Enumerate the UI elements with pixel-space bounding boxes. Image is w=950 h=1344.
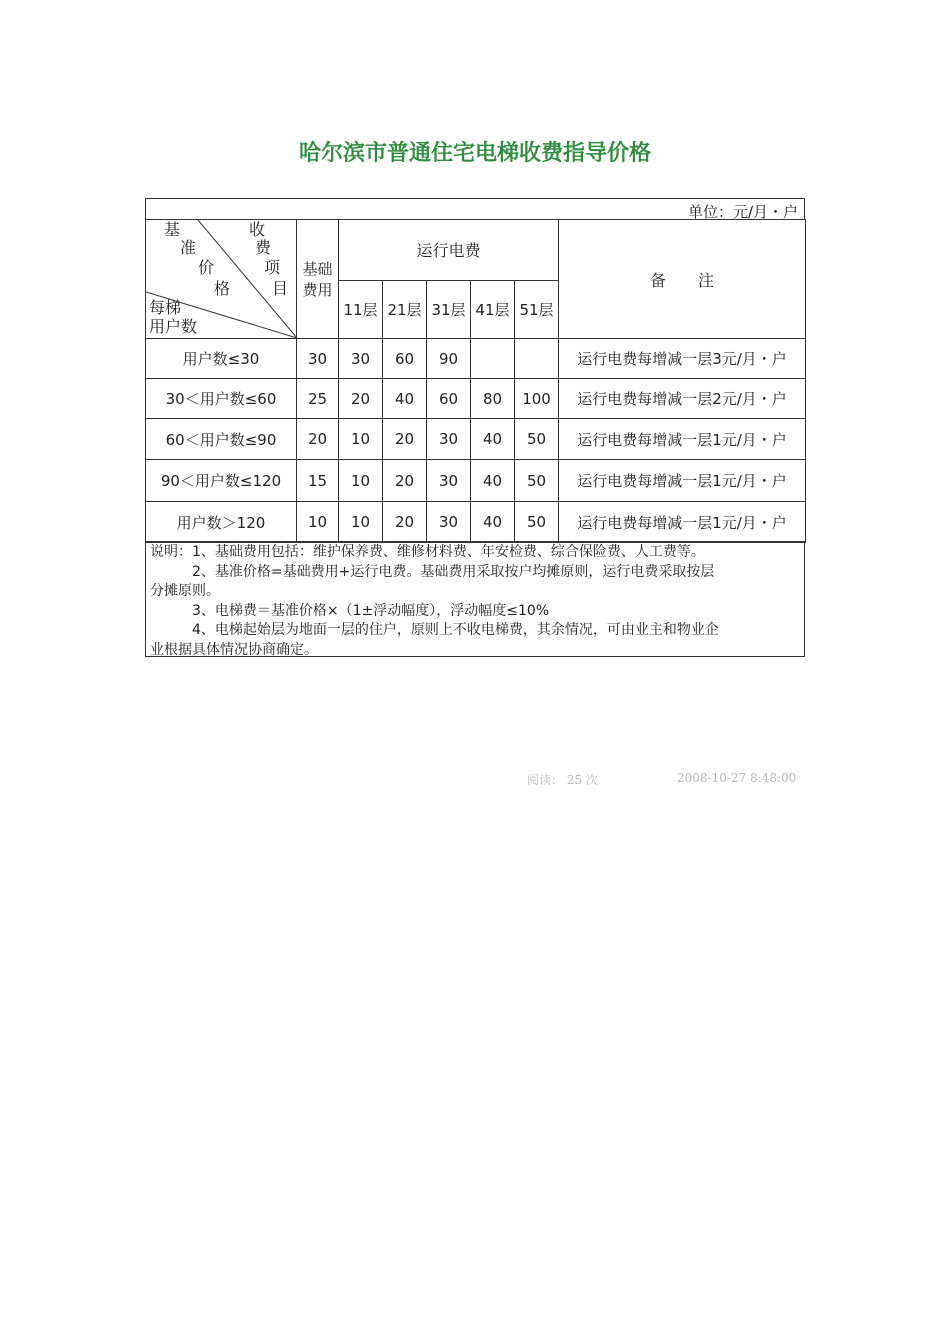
diag-bottom-label-2: 用户数 xyxy=(149,317,198,336)
page-title: 哈尔滨市普通住宅电梯收费指导价格 xyxy=(298,140,651,166)
fee-cell: 50 xyxy=(515,502,559,543)
note-line: 4、电梯起始层为地面一层的住户，原则上不收电梯费，其余情况，可由业主和物业企 xyxy=(150,622,719,638)
remark-cell: 运行电费每增减一层1元/月・户 xyxy=(559,419,806,460)
diag-char: 收 xyxy=(249,220,266,239)
diag-bottom-label-1: 每梯 xyxy=(149,298,182,317)
publish-timestamp: 2008-10-27 8:48:00 xyxy=(677,771,797,785)
fee-cell xyxy=(471,339,515,379)
diag-char: 格 xyxy=(214,279,231,298)
fee-cell: 10 xyxy=(339,502,383,543)
diag-char: 基 xyxy=(164,220,181,239)
floor-header: 11层 xyxy=(339,280,383,339)
fee-cell: 90 xyxy=(427,339,471,379)
fee-cell: 40 xyxy=(471,460,515,502)
price-table xyxy=(145,219,806,543)
note-line: 业根据具体情况协商确定。 xyxy=(150,641,318,658)
table-row xyxy=(146,339,806,379)
fee-cell: 20 xyxy=(383,460,427,502)
range-cell: 用户数≤30 xyxy=(146,339,297,379)
unit-row xyxy=(145,198,805,220)
fee-cell: 50 xyxy=(515,460,559,502)
header-row-1 xyxy=(146,220,806,281)
price-table-image xyxy=(145,198,805,658)
fee-cell xyxy=(515,339,559,379)
range-cell: 60＜用户数≤90 xyxy=(146,419,297,460)
range-cell: 用户数＞120 xyxy=(146,502,297,543)
fee-cell: 10 xyxy=(339,419,383,460)
remark-cell: 运行电费每增减一层3元/月・户 xyxy=(559,339,806,379)
note-line: 3、电梯费＝基准价格×（1±浮动幅度），浮动幅度≤10% xyxy=(150,602,550,619)
fee-cell: 80 xyxy=(471,379,515,419)
remark-cell: 运行电费每增减一层1元/月・户 xyxy=(559,460,806,502)
base-fee-header-line1: 基础 xyxy=(302,260,333,278)
base-cell: 20 xyxy=(297,419,339,460)
floor-header: 51层 xyxy=(515,280,559,339)
remark-cell: 运行电费每增减一层1元/月・户 xyxy=(559,502,806,543)
range-cell: 30＜用户数≤60 xyxy=(146,379,297,419)
read-count: 阅读： 25 次 xyxy=(527,773,598,787)
notes-box xyxy=(145,541,805,657)
note-line: 说明：1、基础费用包括：维护保养费、维修材料费、年安检费、综合保险费、人工费等。 xyxy=(150,544,705,560)
run-fee-header: 运行电费 xyxy=(339,220,559,281)
remark-cell: 运行电费每增减一层2元/月・户 xyxy=(559,379,806,419)
table-row xyxy=(146,460,806,502)
fee-cell: 40 xyxy=(471,502,515,543)
note-line: 分摊原则。 xyxy=(150,583,220,599)
fee-cell: 20 xyxy=(383,419,427,460)
fee-cell: 40 xyxy=(471,419,515,460)
fee-cell: 30 xyxy=(427,460,471,502)
fee-cell: 20 xyxy=(383,502,427,543)
base-cell: 10 xyxy=(297,502,339,543)
fee-cell: 60 xyxy=(427,379,471,419)
base-cell: 15 xyxy=(297,460,339,502)
floor-header: 21层 xyxy=(383,280,427,339)
diag-char: 目 xyxy=(272,279,289,298)
remark-header: 备 注 xyxy=(559,220,806,339)
unit-label: 单位：元/月・户 xyxy=(687,203,798,221)
diag-char: 项 xyxy=(264,258,281,277)
floor-header: 41层 xyxy=(471,280,515,339)
fee-cell: 20 xyxy=(339,379,383,419)
fee-cell: 100 xyxy=(515,379,559,419)
fee-cell: 30 xyxy=(427,419,471,460)
fee-cell: 60 xyxy=(383,339,427,379)
base-fee-header xyxy=(297,220,339,339)
diag-char: 准 xyxy=(180,238,197,257)
diag-char: 价 xyxy=(198,258,215,277)
fee-cell: 40 xyxy=(383,379,427,419)
table-row xyxy=(146,419,806,460)
base-cell: 30 xyxy=(297,339,339,379)
table-row xyxy=(146,502,806,543)
fee-cell: 10 xyxy=(339,460,383,502)
diag-char: 费 xyxy=(255,238,272,257)
note-line: 2、基准价格=基础费用+运行电费。基础费用采取按户均摊原则，运行电费采取按层 xyxy=(150,563,715,580)
range-cell: 90＜用户数≤120 xyxy=(146,460,297,502)
base-fee-header-line2: 费用 xyxy=(302,281,333,299)
floor-header: 31层 xyxy=(427,280,471,339)
diagonal-header-cell xyxy=(146,220,297,339)
fee-cell: 50 xyxy=(515,419,559,460)
fee-cell: 30 xyxy=(427,502,471,543)
table-row xyxy=(146,379,806,419)
fee-cell: 30 xyxy=(339,339,383,379)
base-cell: 25 xyxy=(297,379,339,419)
